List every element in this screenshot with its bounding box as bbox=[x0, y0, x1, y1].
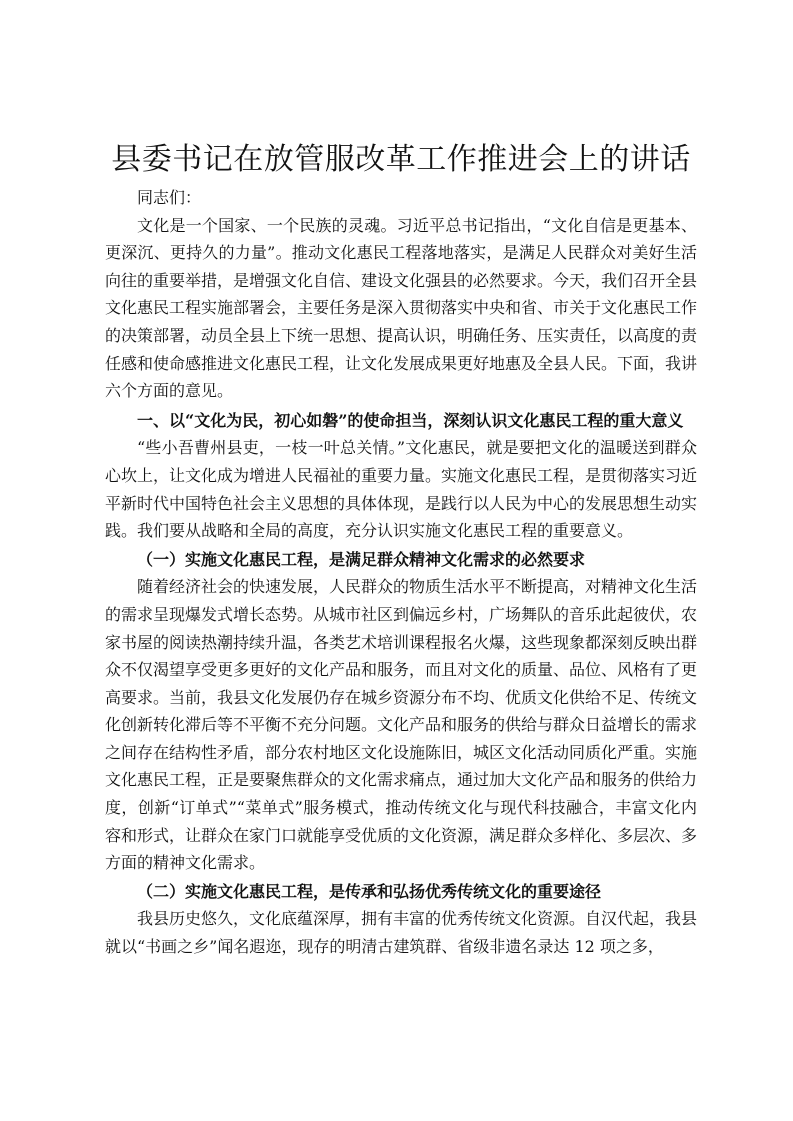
section-1-heading: 一、以“文化为民，初心如磐”的使命担当，深刻认识文化惠民工程的重大意义 bbox=[137, 410, 684, 430]
intro-paragraph: 文化是一个国家、一个民族的灵魂。习近平总书记指出，“文化自信是更基本、更深沉、更持久的力量”。推动文化惠民工程落地落实，是满足人民群众对美好生活向往的重要举措，是增强文化自信、建设文化强县的必然要求。今天，我们召开全县文化惠民工程实施部署会，主要任务是深入贯彻落实中央和省、市关于文化惠民工作的决策部署，动员全县上下统一思想、提高认识，明确任务、压实责任，以高度的责任感和使命感推进文化惠民工程，让文化发展成果更好地惠及全县人民。下面，我讲六个方面的意见。 bbox=[105, 215, 698, 401]
subsection-1-heading: （一）实施文化惠民工程，是满足群众精神文化需求的必然要求 bbox=[137, 549, 586, 569]
subsection-1-paragraph: 随着经济社会的快速发展，人民群众的物质生活水平不断提高，对精神文化生活的需求呈现爆发式增长态势。从城市社区到偏远乡村，广场舞队的音乐此起彼伏，农家书屋的阅读热潮持续升温，各类艺术培训课程报名火爆，这些现象都深刻反映出群众不仅渴望享受更多更好的文化产品和服务，而且对文化的质量、品位、风格有了更高要求。当前，我县文化发展仍存在城乡资源分布不均、优质文化供给不足、传统文化创新转化滞后等不平衡不充分问题。文化产品和服务的供给与群众日益增长的需求之间存在结构性矛盾，部分农村地区文化设施陈旧，城区文化活动同质化严重。实施文化惠民工程，正是要聚焦群众的文化需求痛点，通过加大文化产品和服务的供给力度，创新“订单式”“菜单式”服务模式，推动传统文化与现代科技融合，丰富文化内容和形式，让群众在家门口就能享受优质的文化资源，满足群众多样化、多层次、多方面的精神文化需求。 bbox=[105, 577, 698, 873]
section-1-paragraph: “些小吾曹州县吏，一枝一叶总关情。”文化惠民，就是要把文化的温暖送到群众心坎上，让文化成为增进人民福祉的重要力量。实施文化惠民工程，是贯彻落实习近平新时代中国特色社会主义思想的具体体现，是践行以人民为中心的发展思想生动实践。我们要从战略和全局的高度，充分认识实施文化惠民工程的重要意义。 bbox=[105, 438, 698, 541]
subsection-2-paragraph: 我县历史悠久，文化底蕴深厚，拥有丰富的优秀传统文化资源。自汉代起，我县就以“书画之乡”闻名遐迩，现存的明清古建筑群、省级非遗名录达 12 项之多， bbox=[105, 909, 698, 957]
salutation: 同志们： bbox=[137, 188, 202, 207]
document-page bbox=[105, 140, 697, 961]
subsection-2-heading: （二）实施文化惠民工程，是传承和弘扬优秀传统文化的重要途径 bbox=[137, 881, 602, 901]
document-title: 县委书记在放管服改革工作推进会上的讲话 bbox=[111, 142, 691, 177]
